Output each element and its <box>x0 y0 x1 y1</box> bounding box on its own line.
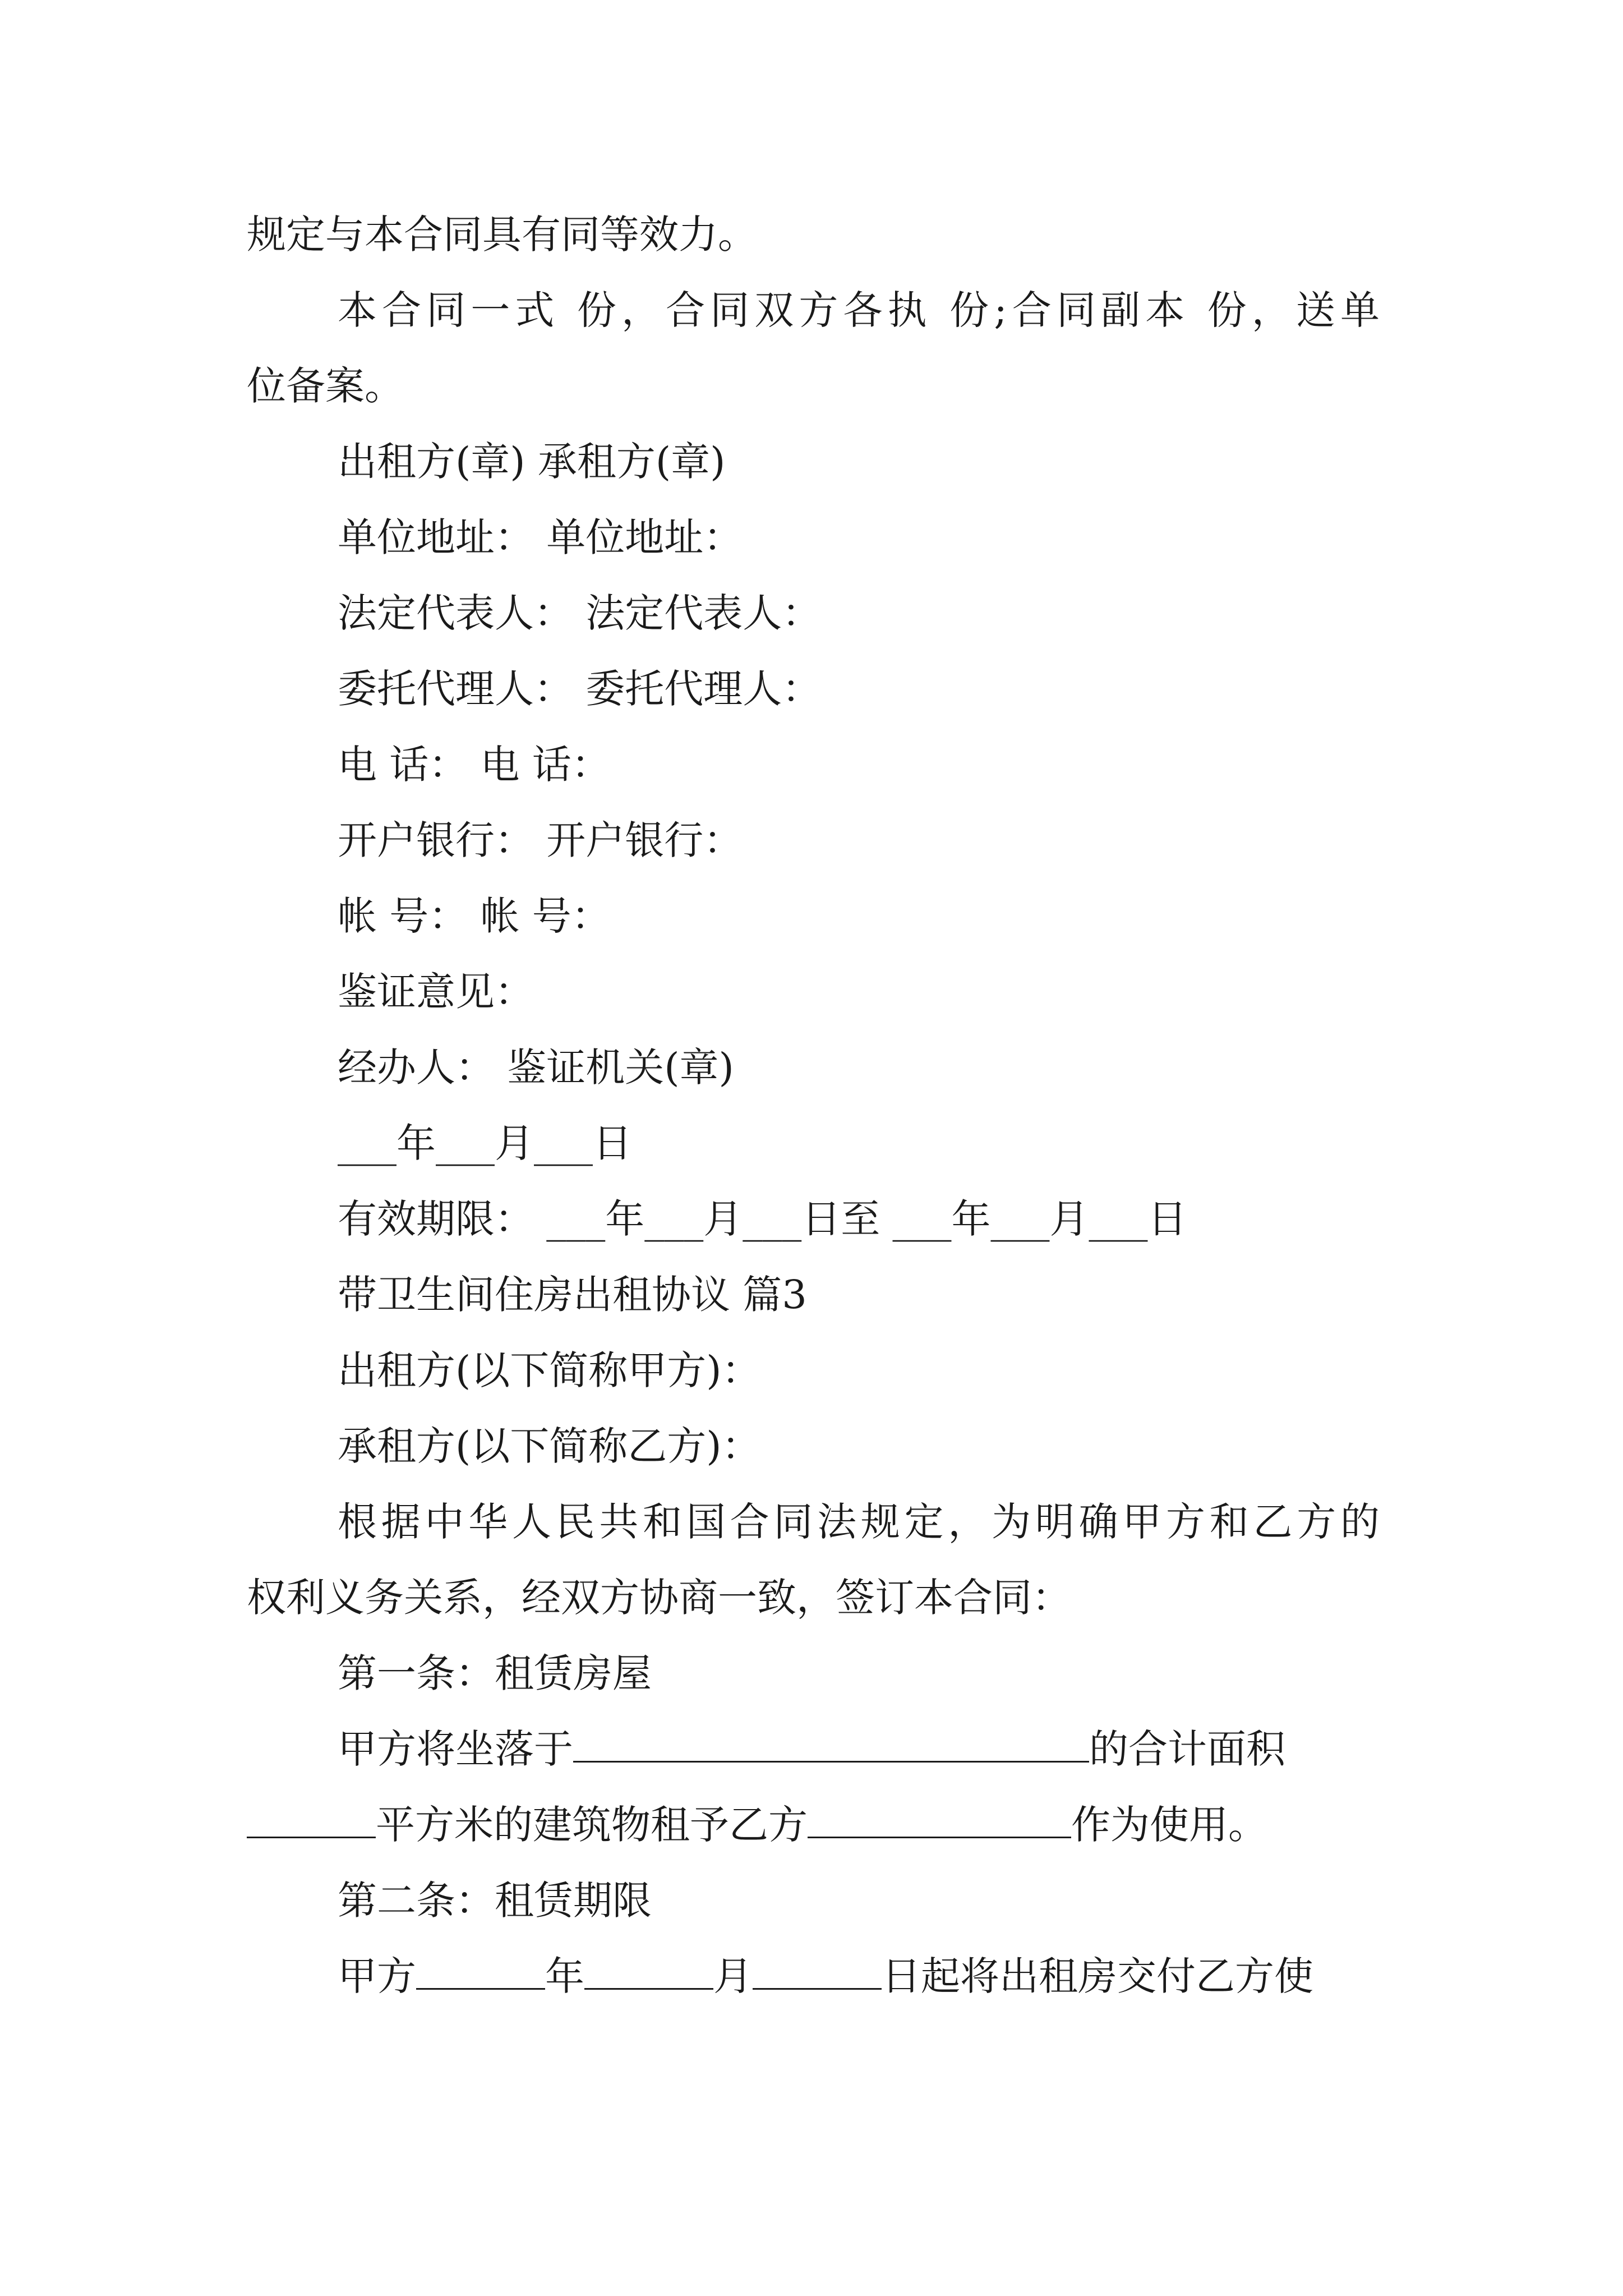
text-segment: 平方米的建筑物租予乙方 <box>376 1802 808 1848</box>
day-blank <box>753 1953 882 1990</box>
year-blank <box>416 1953 545 1990</box>
text-line: 规定与本合同具有同等效力。 <box>247 211 757 257</box>
legal-representative: 法定代表人： 法定代表人： <box>338 590 822 636</box>
date-line: ___年___月___日 <box>338 1120 632 1166</box>
text-segment: 年 <box>545 1953 584 1999</box>
section-heading: 带卫生间住房出租协议 篇3 <box>338 1272 807 1318</box>
text-segment: 月 <box>713 1953 753 1999</box>
text-segment: 日起将出租房交付乙方使 <box>882 1953 1313 1999</box>
text-segment: 甲方将坐落于 <box>338 1726 573 1772</box>
handler-authority: 经办人： 鉴证机关(章) <box>338 1045 734 1091</box>
text-segment: 甲方 <box>338 1953 416 1999</box>
account-number: 帐 号： 帐 号： <box>338 893 611 939</box>
text-line: 根据中华人民共和国合同法规定，为明确甲方和乙方的 <box>338 1499 1380 1545</box>
location-blank <box>573 1726 1089 1763</box>
month-blank <box>584 1953 713 1990</box>
lessor-line: 出租方(以下简称甲方)： <box>338 1347 761 1393</box>
article-2-line-1 <box>338 1948 1313 2004</box>
validity-period: 有效期限： ___年___月___日至 ___年___月___日 <box>338 1196 1187 1242</box>
article-1-title: 第一条：租赁房屋 <box>338 1650 652 1696</box>
text-line: 权利义务关系，经双方协商一致，签订本合同： <box>247 1575 1071 1621</box>
signature-parties: 出租方(章) 承租方(章) <box>338 439 726 485</box>
area-blank <box>247 1802 376 1838</box>
text-line: 本合同一式 份，合同双方各执 份;合同副本 份，送单 <box>338 287 1380 333</box>
telephone: 电 话： 电 话： <box>338 742 611 788</box>
usage-blank <box>808 1802 1071 1838</box>
text-segment: 作为使用。 <box>1071 1802 1267 1848</box>
text-line: 位备案。 <box>247 363 404 409</box>
authentication-opinion: 鉴证意见： <box>338 969 534 1015</box>
article-1-line-1 <box>338 1721 1285 1777</box>
bank: 开户银行： 开户银行： <box>338 817 743 863</box>
article-2-title: 第二条：租赁期限 <box>338 1878 652 1924</box>
authorized-agent: 委托代理人： 委托代理人： <box>338 666 822 712</box>
text-segment: 的合计面积 <box>1089 1726 1285 1772</box>
article-1-line-2 <box>247 1797 1267 1853</box>
lessee-line: 承租方(以下简称乙方)： <box>338 1423 761 1469</box>
unit-address: 单位地址： 单位地址： <box>338 514 743 560</box>
